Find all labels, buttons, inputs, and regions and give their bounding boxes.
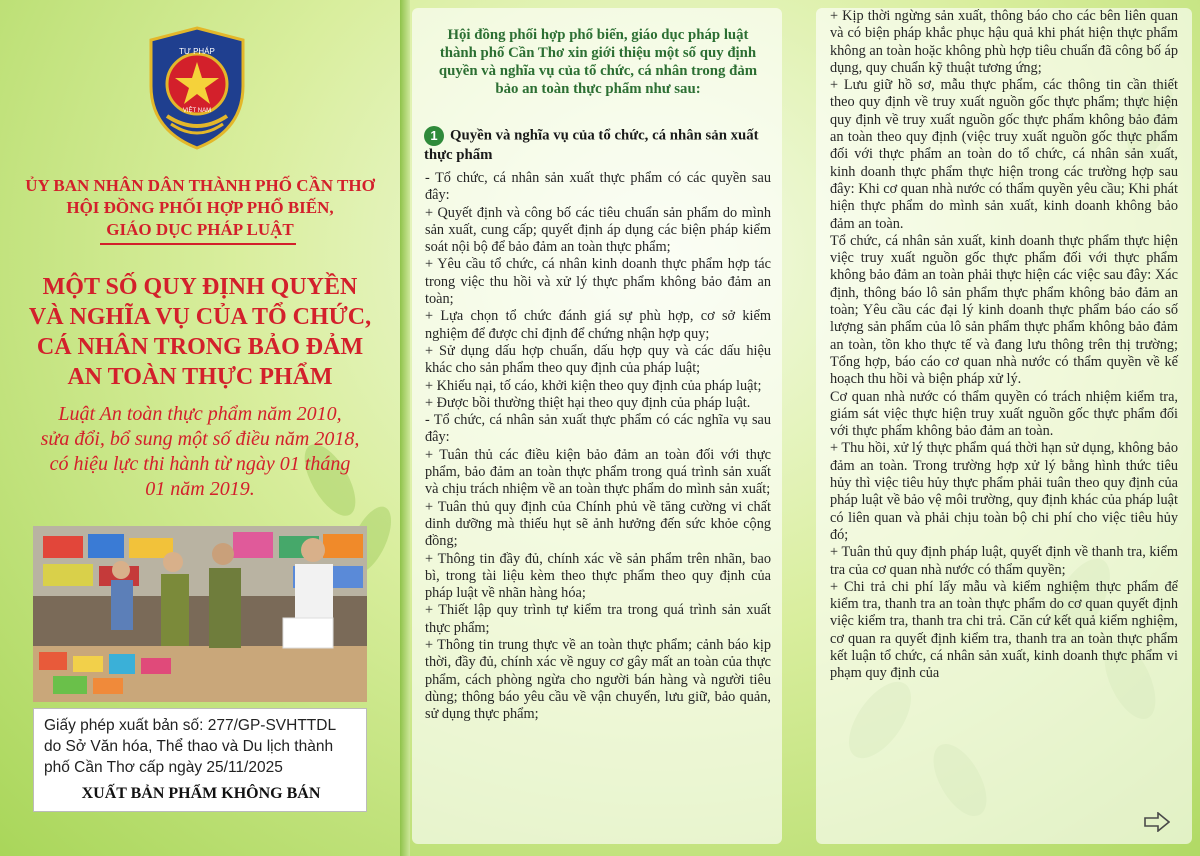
subtitle-line-2: sửa đổi, bổ sung một số điều năm 2018, <box>40 428 360 450</box>
intro-heading: Hội đồng phối hợp phổ biến, giáo dục pháp luật thành phố Cần Thơ xin giới thiệu một số quy định quyền và nghĩa vụ của tổ chức, cá nhân trong đảm bảo an toàn thực phẩm như sau: <box>438 27 758 97</box>
section-heading <box>424 126 772 164</box>
paragraph: + Được bồi thường thiệt hại theo quy định của pháp luật. <box>425 394 751 411</box>
paragraph: + Thông tin trung thực về an toàn thực phẩm; cảnh báo kịp thời, đầy đủ, chính xác về nguy cơ gây mất an toàn của thực phẩm, cách phòng ngừa cho người bán hàng và người tiêu dùng; thông báo yêu cầu về vận chuyển, lưu giữ, bảo quản, sử dụng thực phẩm; <box>425 637 771 723</box>
org-line-2: HỘI ĐỒNG PHỐI HỢP PHỔ BIẾN, <box>66 198 334 217</box>
paragraph: + Sử dụng dấu hợp chuẩn, dấu hợp quy và các dấu hiệu khác cho sản phẩm theo quy định của pháp luật; <box>425 342 771 377</box>
document-subtitle <box>22 402 378 502</box>
not-for-sale-label: XUẤT BẢN PHẨM KHÔNG BÁN <box>81 785 321 802</box>
paragraph: + Thu hồi, xử lý thực phẩm quá thời hạn sử dụng, không bảo đảm an toàn. Trong trường hợp xử lý bằng hình thức tiêu hủy thì việc tiêu hủy thực phẩm phải tuân theo quy định của pháp luật về bảo vệ môi trường, quy định khác của pháp luật có liên quan và phải chịu toàn bộ chi phí cho việc tiêu hủy đó; <box>830 440 1178 543</box>
logo-bottom-text: VIỆT NAM <box>182 108 212 114</box>
inspection-photo <box>33 526 367 702</box>
fold-divider <box>400 0 410 856</box>
paragraph: + Lựa chọn tổ chức đánh giá sự phù hợp, cơ sở kiểm nghiệm để được chỉ định để chứng nhận hợp quy; <box>425 308 771 342</box>
org-line-3: GIÁO DỤC PHÁP LUẬT <box>106 220 294 239</box>
right-column-text <box>830 8 1178 683</box>
paragraph: - Tổ chức, cá nhân sản xuất thực phẩm có các nghĩa vụ sau đây: <box>425 412 771 446</box>
section-number-badge: 1 <box>424 126 444 146</box>
subtitle-line-1: Luật An toàn thực phẩm năm 2010, <box>58 403 342 425</box>
paragraph: + Quyết định và công bố các tiêu chuẩn sản phẩm do mình sản xuất, cung cấp; quyết định áp dụng các biện pháp kiểm soát nội bộ để bảo đảm an toàn thực phẩm; <box>425 204 771 256</box>
cover-panel <box>0 0 400 856</box>
paragraph: + Tuân thủ các điều kiện bảo đảm an toàn đối với thực phẩm, bảo đảm an toàn thực phẩm trong quá trình sản xuất và chịu trách nhiệm về an toàn thực phẩm do mình sản xuất; <box>425 446 771 498</box>
org-underline <box>100 243 296 245</box>
license-line-3: phố Cần Thơ cấp ngày 25/11/2025 <box>44 759 283 776</box>
paragraph: + Lưu giữ hồ sơ, mẫu thực phẩm, các thông tin cần thiết theo quy định về truy xuất nguồn gốc thực phẩm; thực hiện quy định về truy xuất nguồn gốc thực phẩm không bảo đảm an toàn theo quy định (việc truy xuất nguồn gốc thực phẩm đối với thực phẩm an toàn do tổ chức, cá nhân sản xuất, kinh doanh thực phẩm thực hiện trong các trường hợp sau đây: Khi cơ quan nhà nước có thẩm quyền yêu cầu; Khi phát hiện thực phẩm do mình sản xuất, kinh doanh không bảo đảm an toàn. <box>830 77 1178 232</box>
org-line-1: ỦY BAN NHÂN DÂN THÀNH PHỐ CẦN THƠ <box>25 176 375 195</box>
title-line-1: MỘT SỐ QUY ĐỊNH QUYỀN <box>42 274 358 300</box>
title-line-4: AN TOÀN THỰC PHẨM <box>67 364 333 390</box>
justice-emblem-icon <box>147 26 247 150</box>
paragraph: + Chi trả chi phí lấy mẫu và kiểm nghiệm thực phẩm để kiểm tra, thanh tra an toàn thực phẩm do cơ quan quyết định việc kiểm tra, thanh tra chi trả. Căn cứ kết quả kiểm nghiệm, cơ quan ra quyết định kiểm tra, thanh tra an toàn thực phẩm kết luận tổ chức, cá nhân sản xuất, kinh doanh thực phẩm vi phạm quy định của <box>830 578 1178 682</box>
paragraph: Tổ chức, cá nhân sản xuất, kinh doanh thực phẩm thực hiện việc truy xuất nguồn gốc thực phẩm đối với thực phẩm không bảo đảm an toàn phải thực hiện các việc sau đây: Xác định, thông báo lô sản phẩm thực phẩm không bảo đảm an toàn; Yêu cầu các đại lý kinh doanh thực phẩm báo cáo số lượng sản phẩm của lô sản phẩm thực phẩm không bảo đảm an toàn, tồn kho thực tế và đang lưu thông trên thị trường; Tổng hợp, báo cáo cơ quan nhà nước có thẩm quyền về kế hoạch thu hồi và biện pháp xử lý. <box>830 232 1178 388</box>
paragraph: + Tuân thủ quy định của Chính phủ về tăng cường vi chất dinh dưỡng mà thiếu hụt sẽ ảnh hưởng đến sức khỏe cộng đồng; <box>425 498 771 550</box>
subtitle-line-4: 01 năm 2019. <box>145 478 255 500</box>
license-line-2: do Sở Văn hóa, Thể thao và Du lịch thành <box>44 738 334 755</box>
license-text <box>44 715 364 778</box>
paragraph: + Tuân thủ quy định pháp luật, quyết định về thanh tra, kiểm tra của cơ quan nhà nước có thẩm quyền; <box>830 544 1178 578</box>
middle-column-text <box>425 170 771 724</box>
section-title: Quyền và nghĩa vụ của tổ chức, cá nhân sản xuất thực phẩm <box>424 127 759 163</box>
title-line-3: CÁ NHÂN TRONG BẢO ĐẢM <box>36 334 364 360</box>
arrow-right-icon[interactable] <box>1144 812 1170 832</box>
paragraph: + Thiết lập quy trình tự kiểm tra trong quá trình sản xuất thực phẩm; <box>425 602 771 636</box>
document-title <box>20 272 380 392</box>
paragraph: + Kịp thời ngừng sản xuất, thông báo cho các bên liên quan và có biện pháp khắc phục hậu quả khi phát hiện thực phẩm không an toàn hoặc không phù hợp tiêu chuẩn đã công bố áp dụng, quy chuẩn kỹ thuật tương ứng; <box>830 8 1178 76</box>
paragraph: + Thông tin đầy đủ, chính xác về sản phẩm trên nhãn, bao bì, trong tài liệu kèm theo thực phẩm theo quy định của pháp luật về nhãn hàng hóa; <box>425 550 771 602</box>
license-box <box>33 708 367 812</box>
paragraph: - Tổ chức, cá nhân sản xuất thực phẩm có các quyền sau đây: <box>425 170 771 204</box>
paragraph: Cơ quan nhà nước có thẩm quyền có trách nhiệm kiểm tra, giám sát việc thực hiện truy xuất nguồn gốc thực phẩm đối với thực phẩm không bảo đảm an toàn. <box>830 388 1178 440</box>
subtitle-line-3: có hiệu lực thi hành từ ngày 01 tháng <box>49 453 351 475</box>
paragraph: + Khiếu nại, tố cáo, khởi kiện theo quy định của pháp luật; <box>425 377 762 394</box>
paragraph: + Yêu cầu tổ chức, cá nhân kinh doanh thực phẩm hợp tác trong việc thu hồi và xử lý thực phẩm không bảo đảm an toàn; <box>425 256 771 308</box>
license-line-1: Giấy phép xuất bản số: 277/GP-SVHTTDL <box>44 717 337 734</box>
title-line-2: VÀ NGHĨA VỤ CỦA TỔ CHỨC, <box>28 304 372 330</box>
logo-top-text: TƯ PHÁP <box>179 47 215 56</box>
